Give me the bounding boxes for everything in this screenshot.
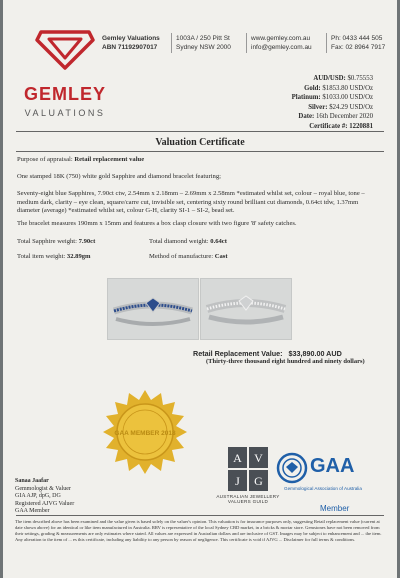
disclaimer: The item described above has been examined and the value given is based solely on the valuer's opinion. This valuation is for insurance purposes only, suggesting Retail replacement value (current at date shown above) for an identical or like item manufactured in Australia. RRV is representative of the local Sydney CBD market, in a bricks & mortar store. Gemstones have not been removed from their settings, grading & measurements are only estimates where stated. All values are expressed in Australian dollars and are inclusive of GST. Images may be subject to enhancement and ... the item. Any alteration to the item of ... es this certificate, including any liability to any person by reason of negligence. This certificate is void if AJVG ... Disclaimer for full terms & conditions. [15,519,382,542]
gaa-globe-icon [276,452,308,484]
seal-text: GAA MEMBER 2018 [114,430,176,437]
item-intro: One stamped 18K (750) white gold Sapphire and diamond bracelet featuring; [17,173,221,180]
ajvg-logo-icon [228,447,268,491]
signatory-credentials: GIA AJP, dpG, DG [15,493,61,500]
gaa-abbr: GAA [310,455,355,477]
sapphire-weight: Total Sapphire weight: 7.90ct [17,238,96,245]
retail-value: Retail Replacement Value: $33,890.00 AUD [193,349,342,358]
price-row: Platinum: $1033.00 USD/Oz [291,94,373,101]
certificate-number: Certificate #: 1220881 [309,122,373,130]
diamond-weight: Total diamond weight: 0.64ct [149,238,227,245]
price-row: Silver: $24.29 USD/Oz [308,103,373,111]
company-block [102,34,160,52]
bracelet-back-image [201,279,291,339]
signatory-name: Sanaa Jaafar [15,478,49,484]
certificate-title: Valuation Certificate [155,137,245,148]
header-divider [326,33,327,53]
svg-text:G: G [254,474,263,488]
manufacture-method: Method of manufacture: Cast [149,253,228,260]
phone-number: Ph: 0433 444 505 [331,35,383,42]
header-divider [171,33,172,53]
website-link[interactable]: www.gemley.com.au [251,35,311,42]
signatory-block [15,470,74,516]
gemley-logo [17,28,113,128]
ajvg-name: AUSTRALIAN JEWELLERY VALUERS GUILD [216,494,280,504]
address-block [176,34,231,52]
signatory-title: Gemmologist & Valuer [15,485,71,492]
signature-icon [15,470,55,478]
item-description: Seventy-eight blue Sapphires, 7.90ct ctw, 2.54mm x 2.18mm – 2.69mm x 2.58mm *estimated whilst set, colour – royal blue, tone – medium dark, clarity – eye clean, square/carre cut, invisible set, centering sixty round brilliant cut diamonds, 0.64ct tdw, 1.37mm diameter (average) *estimated whilst set, colour G-H, clarity SI-1 – SI-2, bead set. [17,190,365,215]
divider [16,151,384,152]
purpose-line: Purpose of appraisal: Retail replacement value [17,156,145,163]
svg-text:J: J [235,474,240,488]
gaa-name: Gemmological Association of Australia [284,486,362,491]
signatory-registration: Registered AJVG Valuer [15,500,75,507]
address-line2: Sydney NSW 2000 [176,44,231,51]
certificate-page [3,0,397,578]
company-abn: ABN 71192907017 [102,44,158,51]
phone-block [331,34,385,52]
brand-tagline: VALUATIONS [24,108,106,118]
divider [16,515,384,516]
signatory-membership: GAA Member [15,508,50,515]
fax-number: Fax: 02 8964 7917 [331,44,386,51]
value-in-words: (Thirty-three thousand eight hundred and ninety dollars) [206,358,365,365]
bracelet-photo-front [107,278,199,340]
metal-prices [292,74,373,112]
brand-name: GEMLEY [23,84,106,104]
divider [16,131,384,132]
company-name: Gemley Valuations [102,35,160,42]
header-divider [246,33,247,53]
svg-text:A: A [233,451,242,465]
bracelet-photo-back [200,278,292,340]
address-line1: 1003A / 250 Pitt St [176,35,230,42]
item-weight: Total item weight: 32.89gm [17,253,91,260]
valuation-date: Date: 16th December 2020 [298,113,373,120]
date-block [298,112,373,131]
price-row: Gold: $1853.80 USD/Oz [304,84,373,92]
price-row: AUD/USD: $0.75553 [313,75,373,82]
bracelet-front-image [108,279,198,339]
email-link[interactable]: info@gemley.com.au [251,44,312,51]
contact-block [251,34,312,52]
gold-seal-icon [103,390,187,474]
svg-text:V: V [254,451,263,465]
gem-logo-icon [35,28,95,70]
item-measurements: The bracelet measures 190mm x 15mm and features a box clasp closure with two figure '8' safety catches. [17,220,297,227]
gaa-member: Member [320,504,350,513]
